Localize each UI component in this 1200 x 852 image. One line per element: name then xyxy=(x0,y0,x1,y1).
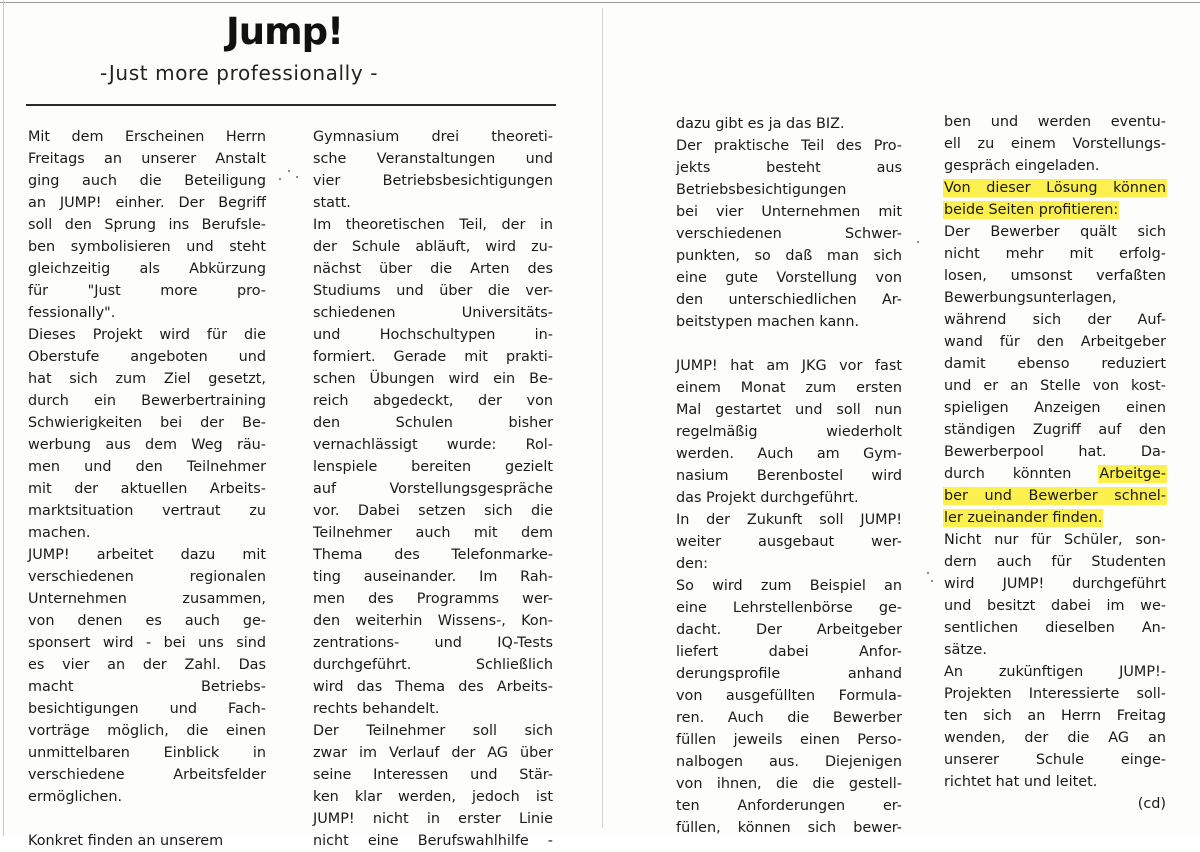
text-line: wenden, der die AG an xyxy=(944,730,1166,746)
text-line: rechts behandelt. xyxy=(313,701,440,717)
text-line: ell zu einem Vorstellungs- xyxy=(944,136,1166,152)
text-line: Studiums und über die ver- xyxy=(313,283,553,299)
text-line: verschiedene Arbeitsfelder xyxy=(28,767,266,783)
highlighter-mark: beide Seiten profitieren: xyxy=(944,202,1119,218)
scan-speck xyxy=(296,176,298,178)
text-line: verschiedenen Schwer- xyxy=(676,226,902,242)
text-line: So wird zum Beispiel an xyxy=(676,578,902,594)
text-line: und er an Stelle von kost- xyxy=(944,378,1166,394)
text-line: Der Teilnehmer soll sich xyxy=(313,723,553,739)
text-line: macht Betriebs- xyxy=(28,679,266,695)
text-line xyxy=(944,177,1166,199)
text-line: richtet hat und leitet. xyxy=(944,774,1098,790)
text-line: ständigen Zugriff auf den xyxy=(944,422,1166,438)
text-line: Schwierigkeiten bei der Be- xyxy=(28,415,266,431)
page-fold-line xyxy=(602,8,603,828)
text-line: Dieses Projekt wird für die xyxy=(28,327,266,343)
text-line: durchgeführt. Schließlich xyxy=(313,657,553,673)
text-line: dern auch für Studenten xyxy=(944,554,1166,570)
text-line: werden. Auch am Gym- xyxy=(676,446,902,462)
text-line: einem Monat zum ersten xyxy=(676,380,902,396)
article-subtitle: -Just more professionally - xyxy=(100,61,379,85)
text-line: von ihnen, die die gestell- xyxy=(676,776,902,792)
scan-edge-left xyxy=(3,0,4,836)
scan-speck xyxy=(288,170,290,172)
text-line: vor. Dabei setzen sich die xyxy=(313,503,553,519)
paragraph-gap xyxy=(676,333,902,355)
text-line: Betriebsbesichtigungen xyxy=(676,182,847,198)
text-line: spieligen Anzeigen einen xyxy=(944,400,1166,416)
text-line: Freitags an unserer Anstalt xyxy=(28,151,266,167)
text-column-1 xyxy=(28,126,266,849)
text-line: eine Lehrstellenbörse ge- xyxy=(676,600,902,616)
text-line: gespräch eingeladen. xyxy=(944,158,1100,174)
text-line: sentlichen dieselben An- xyxy=(944,620,1166,636)
text-line: statt. xyxy=(313,195,351,211)
text-line: hat sich zum Ziel gesetzt, xyxy=(28,371,266,387)
text-line: jekts besteht aus xyxy=(676,160,902,176)
text-line: reich abgedeckt, der von xyxy=(313,393,553,409)
text-line: derungsprofile anhand xyxy=(676,666,902,682)
text-column-3 xyxy=(676,113,902,836)
text-line: Teilnehmer auch mit dem xyxy=(313,525,553,541)
text-line xyxy=(944,485,1166,507)
text-line: Unternehmen zusammen, xyxy=(28,591,266,607)
text-line: auf Vorstellungsgespräche xyxy=(313,481,553,497)
text-line: marktsituation vertraut zu xyxy=(28,503,266,519)
text-line: den Schulen bisher xyxy=(313,415,553,431)
text-line: vier Betriebsbesichtigungen xyxy=(313,173,553,189)
text-line: machen. xyxy=(28,525,91,541)
text-line: seine Interessen und Stär- xyxy=(313,767,553,783)
text-line: nalbogen aus. Diejenigen xyxy=(676,754,902,770)
text-line xyxy=(944,507,1166,529)
text-line: ten sich an Herrn Freitag xyxy=(944,708,1166,724)
text-line: Der praktische Teil des Pro- xyxy=(676,138,902,154)
text-line: men des Programms wer- xyxy=(313,591,553,607)
scan-speck xyxy=(279,178,281,180)
text-line: Gymnasium drei theoreti- xyxy=(313,129,553,145)
text-line: besichtigungen und Fach- xyxy=(28,701,266,717)
text-line: formiert. Gerade mit prakti- xyxy=(313,349,553,365)
text-line: den unterschiedlichen Ar- xyxy=(676,292,902,308)
text-line: losen, umsonst verfaßten xyxy=(944,268,1166,284)
text-line: ben symbolisieren und steht xyxy=(28,239,266,255)
text-line: dacht. Der Arbeitgeber xyxy=(676,622,902,638)
text-line: während sich der Auf- xyxy=(944,312,1166,328)
text-line: Oberstufe angeboten und xyxy=(28,349,266,365)
text-line: Mal gestartet und soll nun xyxy=(676,402,902,418)
text-line: eine gute Vorstellung von xyxy=(676,270,902,286)
scan-speck xyxy=(927,572,929,574)
text-line: Im theoretischen Teil, der in xyxy=(313,217,553,233)
text-line: unmittelbaren Einblick in xyxy=(28,745,266,761)
text-line: unserer Schule einge- xyxy=(944,752,1166,768)
text-line: JUMP! hat am JKG vor fast xyxy=(676,358,902,374)
text-line: nicht eine Berufswahlhilfe - xyxy=(313,833,553,849)
text-line: wird das Thema des Arbeits- xyxy=(313,679,553,695)
text-line: bei vier Unternehmen mit xyxy=(676,204,902,220)
text-line: ten Anforderungen er- xyxy=(676,798,902,814)
text-line: Der Bewerber quält sich xyxy=(944,224,1166,240)
text-line: damit ebenso reduziert xyxy=(944,356,1166,372)
text-line: durch könnten Arbeitge- xyxy=(944,466,1166,482)
text-line: ben und werden eventu- xyxy=(944,114,1166,130)
text-line: an JUMP! einher. Der Begriff xyxy=(28,195,266,211)
text-line: nicht mehr mit erfolg- xyxy=(944,246,1166,262)
text-line: Bewerberpool hat. Da- xyxy=(944,444,1166,460)
text-line: es vier an der Zahl. Das xyxy=(28,657,266,673)
text-line: den: xyxy=(676,556,708,572)
text-line: den weiterhin Wissens-, Kon- xyxy=(313,613,553,629)
text-line: sponsert wird - bei uns sind xyxy=(28,635,266,651)
text-line: vernachlässigt wurde: Rol- xyxy=(313,437,553,453)
text-line: wird JUMP! durchgeführt xyxy=(944,576,1166,592)
text-line: schiedenen Universitäts- xyxy=(313,305,553,321)
text-line: weiter ausgebaut wer- xyxy=(676,534,902,550)
highlighter-mark: ler zueinander finden. xyxy=(944,510,1103,526)
text-line: liefert dabei Anfor- xyxy=(676,644,902,660)
text-line: der Schule abläuft, wird zu- xyxy=(313,239,553,255)
article-title: Jump! xyxy=(226,10,344,53)
text-line: durch ein Bewerbertraining xyxy=(28,393,266,409)
text-line: vorträge möglich, die einen xyxy=(28,723,266,739)
scan-speck xyxy=(917,241,919,243)
text-line: Bewerbungsunterlagen, xyxy=(944,290,1117,306)
text-line: An zukünftigen JUMP!- xyxy=(944,664,1166,680)
text-line: fessionally". xyxy=(28,305,116,321)
text-line: für "Just more pro- xyxy=(28,283,266,299)
text-line: ken klar werden, jedoch ist xyxy=(313,789,553,805)
text-line: Nicht nur für Schüler, son- xyxy=(944,532,1166,548)
text-line: gleichzeitig als Abkürzung xyxy=(28,261,266,277)
highlighter-mark: ber und Bewerber schnel- xyxy=(944,488,1166,504)
text-line: ren. Auch die Bewerber xyxy=(676,710,902,726)
text-line: nächst über die Arten des xyxy=(313,261,553,277)
text-line: zentrations- und IQ-Tests xyxy=(313,635,553,651)
highlighter-mark: Von dieser Lösung können xyxy=(944,180,1166,196)
text-line: regelmäßig wiederholt xyxy=(676,424,902,440)
text-line: men und den Teilnehmer xyxy=(28,459,266,475)
text-line: und besitzt dabei im we- xyxy=(944,598,1166,614)
text-line: nasium Berenbostel wird xyxy=(676,468,902,484)
text-line: Konkret finden an unserem xyxy=(28,833,224,849)
text-line: soll den Sprung ins Berufsle- xyxy=(28,217,266,233)
text-line: zwar im Verlauf der AG über xyxy=(313,745,553,761)
text-line: punkten, so daß man sich xyxy=(676,248,902,264)
text-line: füllen, können sich bewer- xyxy=(676,820,902,836)
text-line: werbung aus dem Weg räu- xyxy=(28,437,266,453)
text-line: ting auseinander. Im Rah- xyxy=(313,569,553,585)
text-line: In der Zukunft soll JUMP! xyxy=(676,512,902,528)
text-line: ermöglichen. xyxy=(28,789,123,805)
text-line: von denen es auch ge- xyxy=(28,613,266,629)
text-line: ging auch die Beteiligung xyxy=(28,173,266,189)
text-line: dazu gibt es ja das BIZ. xyxy=(676,116,845,132)
text-line: schen Übungen wird ein Be- xyxy=(313,371,553,387)
text-line: von ausgefüllten Formula- xyxy=(676,688,902,704)
text-line: wand für den Arbeitgeber xyxy=(944,334,1166,350)
paragraph-gap xyxy=(28,808,266,830)
highlighter-mark: Arbeitge- xyxy=(1099,466,1166,482)
text-line: beitstypen machen kann. xyxy=(676,314,860,330)
text-line: (cd) xyxy=(1137,796,1166,812)
title-rule xyxy=(26,104,556,106)
text-line: füllen jeweils einen Perso- xyxy=(676,732,902,748)
text-line: mit der aktuellen Arbeits- xyxy=(28,481,266,497)
text-line: Mit dem Erscheinen Herrn xyxy=(28,129,266,145)
text-line xyxy=(944,199,1166,221)
text-column-2 xyxy=(313,126,553,849)
text-column-4 xyxy=(944,111,1166,815)
text-line: Projekten Interessierte soll- xyxy=(944,686,1166,702)
scan-edge-top xyxy=(0,2,1200,3)
text-line: und Hochschultypen in- xyxy=(313,327,553,343)
scan-speck xyxy=(931,580,933,582)
text-line: sätze. xyxy=(944,642,987,658)
text-line: JUMP! arbeitet dazu mit xyxy=(28,547,266,563)
text-line: verschiedenen regionalen xyxy=(28,569,266,585)
text-line: Thema des Telefonmarke- xyxy=(313,547,553,563)
text-line: das Projekt durchgeführt. xyxy=(676,490,859,506)
text-line: lenspiele bereiten gezielt xyxy=(313,459,553,475)
text-line: JUMP! nicht in erster Linie xyxy=(313,811,553,827)
text-line: sche Veranstaltungen und xyxy=(313,151,553,167)
